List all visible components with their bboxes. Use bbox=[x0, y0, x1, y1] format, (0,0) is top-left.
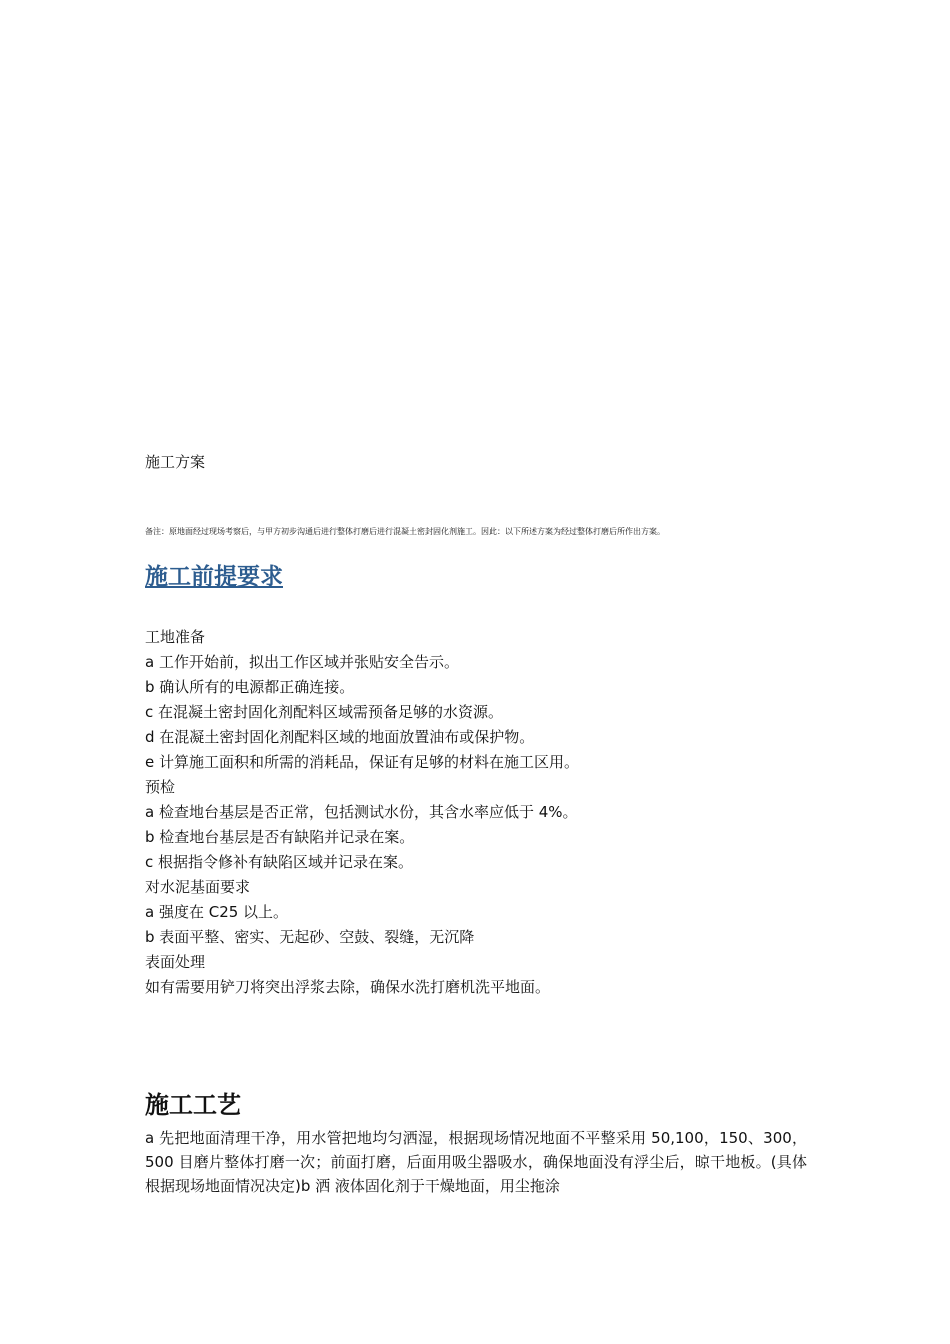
list-item: a 检查地台基层是否正常，包括测试水份，其含水率应低于 4%。 bbox=[145, 803, 578, 821]
list-item: e 计算施工面积和所需的消耗品，保证有足够的材料在施工区用。 bbox=[145, 753, 579, 771]
section-heading-prerequisites[interactable]: 施工前提要求 bbox=[145, 564, 283, 590]
list-item: b 检查地台基层是否有缺陷并记录在案。 bbox=[145, 828, 415, 846]
prerequisites-list bbox=[145, 625, 825, 1000]
list-item: 预检 bbox=[145, 778, 176, 796]
list-item: c 在混凝土密封固化剂配料区域需预备足够的水资源。 bbox=[145, 703, 504, 721]
list-item: a 工作开始前，拟出工作区域并张贴安全告示。 bbox=[145, 653, 459, 671]
list-item: b 确认所有的电源都正确连接。 bbox=[145, 678, 355, 696]
section-heading-process: 施工工艺 bbox=[145, 1090, 241, 1119]
list-item: 表面处理 bbox=[145, 953, 206, 971]
document-title: 施工方案 bbox=[145, 453, 206, 471]
list-item: 对水泥基面要求 bbox=[145, 878, 251, 896]
list-item: 如有需要用铲刀将突出浮浆去除，确保水洗打磨机洗平地面。 bbox=[145, 978, 551, 996]
remark-note: 备注：原地面经过现场考察后，与甲方初步沟通后进行整体打磨后进行混凝土密封固化剂施工。因此：以下所述方案为经过整体打磨后所作出方案。 bbox=[145, 527, 665, 536]
list-item: c 根据指令修补有缺陷区域并记录在案。 bbox=[145, 853, 414, 871]
list-item: d 在混凝土密封固化剂配料区域的地面放置油布或保护物。 bbox=[145, 728, 535, 746]
list-item: 工地准备 bbox=[145, 628, 206, 646]
list-item: b 表面平整、密实、无起砂、空鼓、裂缝，无沉降 bbox=[145, 928, 475, 946]
list-item: a 强度在 C25 以上。 bbox=[145, 903, 289, 921]
process-paragraph: a 先把地面清理干净，用水管把地均匀洒湿，根据现场情况地面不平整采用 50,100，150、300，500 目磨片整体打磨一次；前面打磨，后面用吸尘器吸水，确保地面没有浮尘后，晾干地板。(具体根据现场地面情况决定)b 洒 液体固化剂于干燥地面，用尘拖涂 bbox=[145, 1129, 807, 1195]
